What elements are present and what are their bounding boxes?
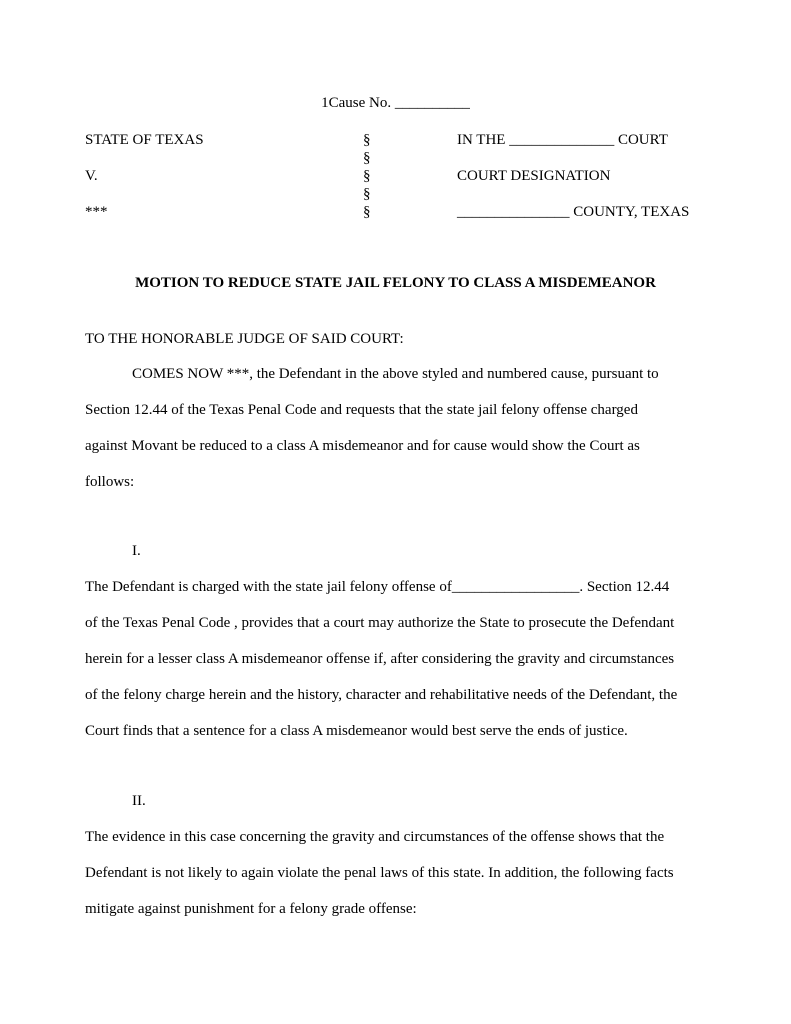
section-symbol: § (363, 204, 371, 220)
salutation: TO THE HONORABLE JUDGE OF SAID COURT: (85, 331, 404, 347)
intro-line: COMES NOW ***, the Defendant in the above styled and numbered cause, pursuant to (132, 366, 659, 382)
section1-line: of the Texas Penal Code , provides that a court may authorize the State to prosecute the Defendant (85, 615, 675, 631)
section-symbol: § (363, 186, 371, 202)
section2-line: The evidence in this case concerning the gravity and circumstances of the offense shows that the (85, 829, 665, 845)
intro-line: Section 12.44 of the Texas Penal Code and requests that the state jail felony offense charged (85, 402, 638, 418)
section2-line: mitigate against punishment for a felony grade offense: (85, 901, 417, 917)
section1-line: Court finds that a sentence for a class A misdemeanor would best serve the ends of justice. (85, 723, 628, 739)
intro-line: against Movant be reduced to a class A misdemeanor and for cause would show the Court as (85, 438, 640, 454)
caption-state: STATE OF TEXAS (85, 132, 204, 148)
cause-number: 1Cause No. __________ (321, 95, 470, 111)
intro-line: follows: (85, 474, 135, 490)
caption-county: _______________ COUNTY, TEXAS (457, 204, 690, 220)
section-numeral-2: II. (132, 793, 146, 809)
section2-line: Defendant is not likely to again violate the penal laws of this state. In addition, the following facts (85, 865, 674, 881)
section1-line: herein for a lesser class A misdemeanor offense if, after considering the gravity and circumstances (85, 651, 675, 667)
section1-line: of the felony charge herein and the history, character and rehabilitative needs of the Defendant, the (85, 687, 678, 703)
section-symbol: § (363, 150, 371, 166)
caption-versus: V. (85, 168, 98, 184)
motion-title: MOTION TO REDUCE STATE JAIL FELONY TO CLASS A MISDEMEANOR (135, 275, 656, 291)
caption-defendant: *** (85, 204, 108, 220)
section-numeral-1: I. (132, 543, 141, 559)
section1-line: The Defendant is charged with the state jail felony offense of_________________. Section 12.44 (85, 579, 670, 595)
caption-court-designation: COURT DESIGNATION (457, 168, 611, 184)
section-symbol: § (363, 168, 371, 184)
section-symbol: § (363, 132, 371, 148)
caption-court: IN THE ______________ COURT (457, 132, 668, 148)
